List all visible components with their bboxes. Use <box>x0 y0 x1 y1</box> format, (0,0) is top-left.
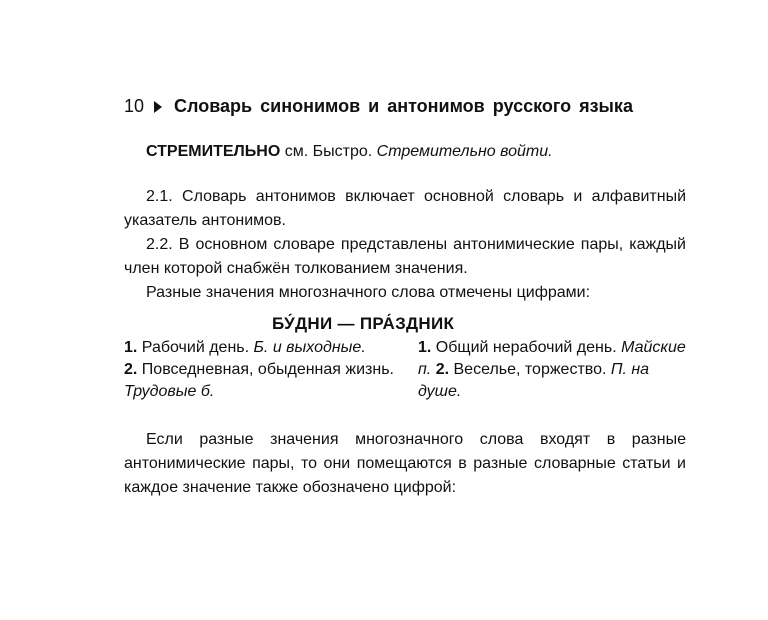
meaning-definition: Рабочий день. <box>141 339 250 356</box>
meaning-number: 2. <box>124 361 138 378</box>
meaning-number: 2. <box>435 361 450 378</box>
meaning-definition: Повседневная, обыденная жизнь. <box>141 361 394 378</box>
paragraph-2-1: 2.1. Словарь антонимов включает основной словарь и алфавитный указатель антонимов. <box>124 188 686 229</box>
meaning-example: П. на душе. <box>418 361 650 400</box>
meaning-number: 1. <box>418 339 432 356</box>
antonym-left-column <box>124 337 396 403</box>
dictionary-entry <box>146 143 553 161</box>
closing-paragraph-block <box>124 428 686 500</box>
meaning-example: Б. и выходные. <box>253 339 366 356</box>
entry-headword: СТРЕМИТЕЛЬНО <box>146 143 281 160</box>
meaning-number: 1. <box>124 339 138 356</box>
meaning-example: Майские п. <box>418 339 686 378</box>
meaning-example: Трудовые б. <box>124 383 215 400</box>
book-title: Словарь синонимов и антонимов русского языка <box>174 96 633 116</box>
antonym-pair-title: БУ́ДНИ — ПРА́ЗДНИК <box>272 314 455 333</box>
meaning-definition: Общий нерабочий день. <box>435 339 617 356</box>
meaning-definition: Веселье, торжество. <box>453 361 607 378</box>
running-header <box>124 96 684 117</box>
intro-paragraphs <box>124 185 686 305</box>
triangle-right-icon <box>154 101 162 113</box>
paragraph-meanings: Разные значения многозначного слова отмечены цифрами: <box>146 284 591 301</box>
entry-example: Стремительно войти. <box>376 143 553 160</box>
paragraph-2-2: 2.2. В основном словаре представлены антонимические пары, каждый член которой снабжён толкованием значения. <box>124 236 686 277</box>
page-number: 10 <box>124 96 145 116</box>
paragraph-final: Если разные значения многозначного слова входят в разные антонимические пары, то они помещаются в разные словарные статьи и каждое значение также обозначено цифрой: <box>124 431 686 496</box>
entry-reference: см. Быстро. <box>284 143 373 160</box>
antonym-right-column <box>418 337 688 403</box>
